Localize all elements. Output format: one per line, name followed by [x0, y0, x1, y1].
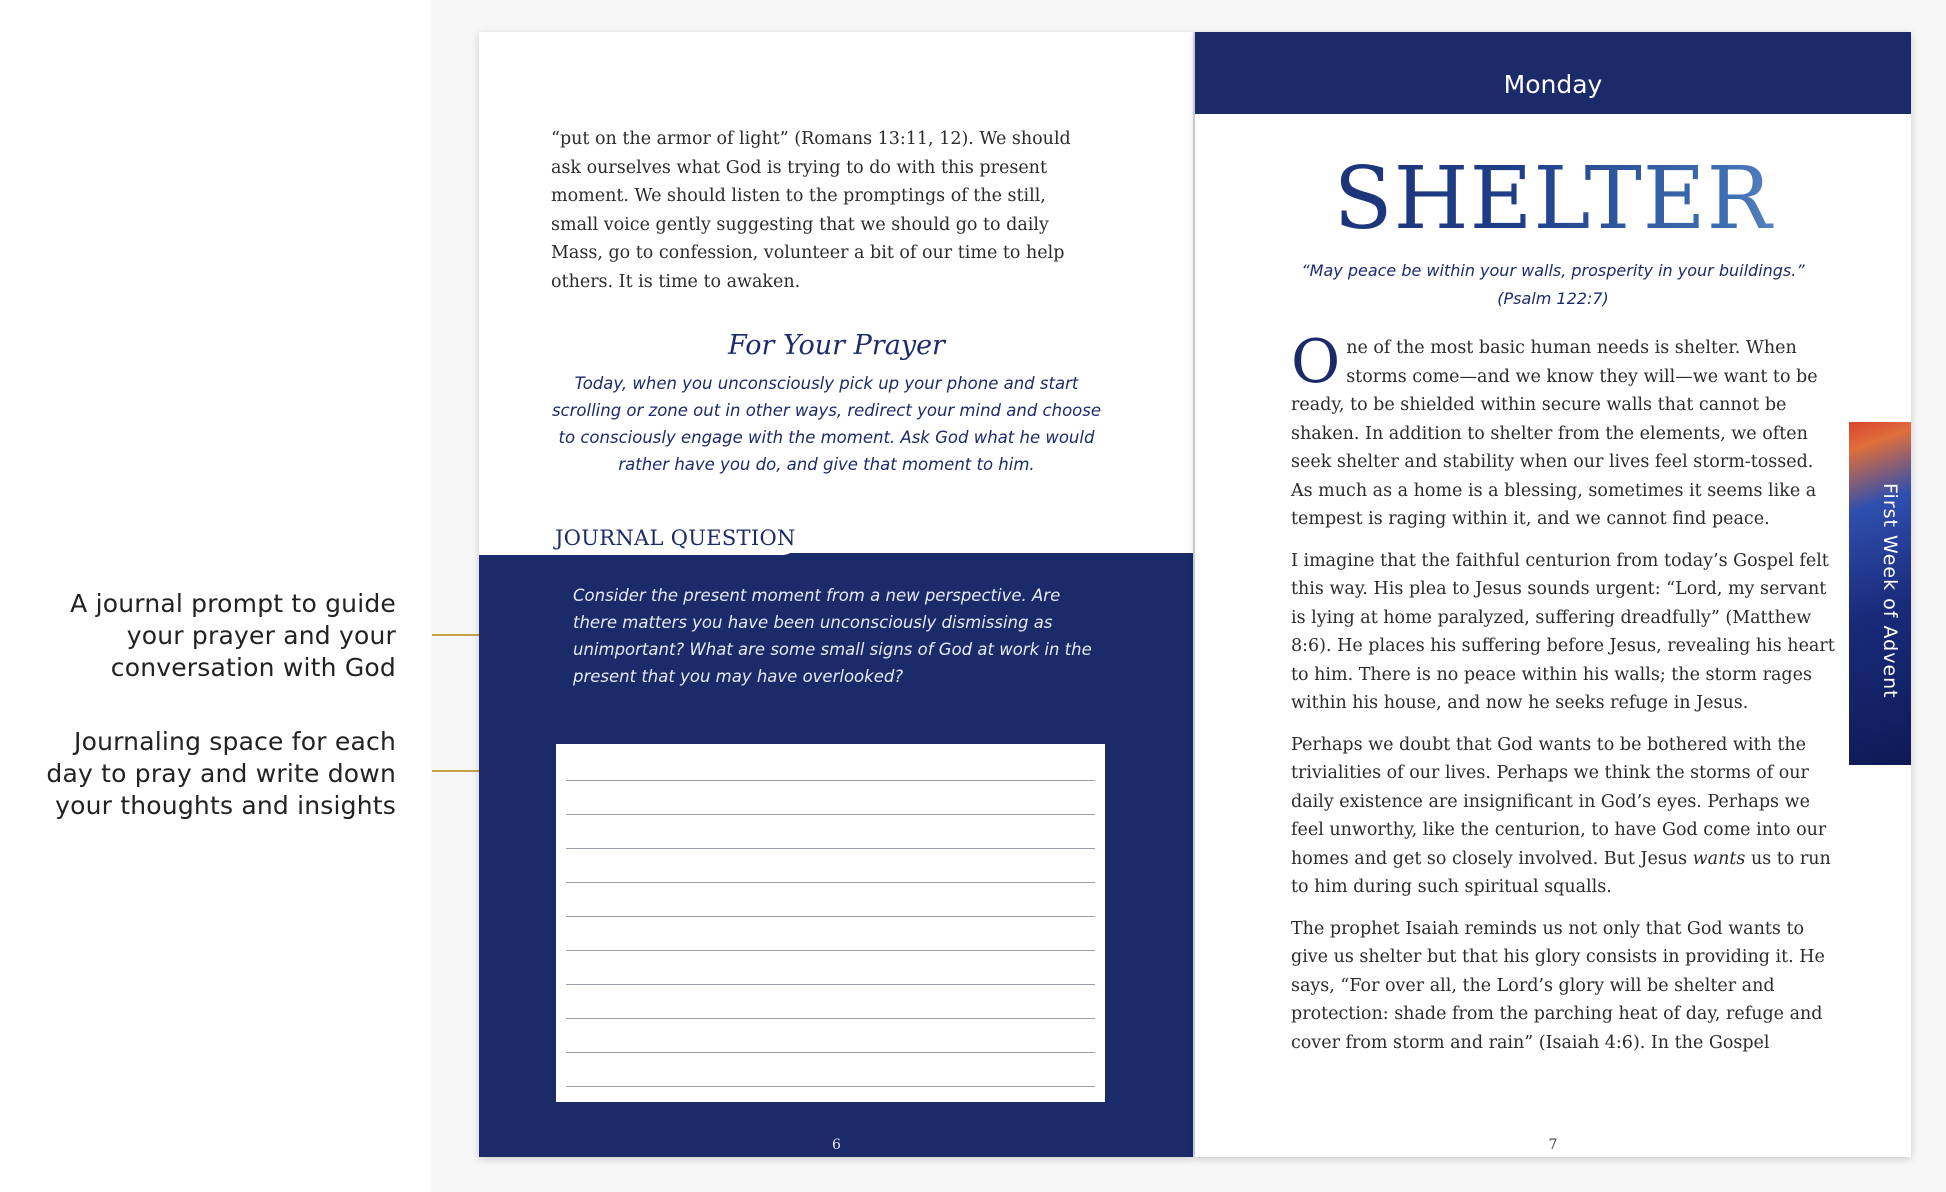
writing-line	[566, 780, 1095, 781]
prayer-text: Today, when you unconsciously pick up your phone and start scrolling or zone out in other ways, redirect your mind and choose to consciously engage with the moment. Ask God what he would rather have you do, and give that moment to him.	[551, 374, 1102, 474]
prayer-title: For Your Prayer	[728, 330, 945, 361]
drop-cap: O	[1291, 327, 1341, 397]
writing-line	[566, 984, 1095, 985]
annotation-line: Journaling space for each	[74, 727, 396, 756]
section-side-tab-label: First Week of Advent	[1879, 483, 1901, 699]
left-page	[479, 32, 1194, 1157]
annotation-line: conversation with God	[110, 653, 396, 682]
right-body-text	[1291, 327, 1836, 1070]
writing-line	[566, 848, 1095, 849]
writing-line	[566, 950, 1095, 951]
verse-reference: (Psalm 122:7)	[1497, 289, 1609, 308]
body-paragraph: “put on the armor of light” (Romans 13:11, 12). We should ask ourselves what God is trying to do with this present moment. We should listen to the promptings of the still, small voice gently suggesting that we should go to daily Mass, go to confession, volunteer a bit of our time to help others. It is time to awaken.	[551, 129, 1071, 292]
writing-line	[566, 882, 1095, 883]
paragraph-text: Perhaps we doubt that God wants to be bothered with the trivialities of our lives. Perhaps we think the storms of our daily existence are insignificant in God’s eyes. Perhaps we feel unworthy, like the centurion, to have God come into our homes and get so closely involved. But Jesus	[1291, 734, 1827, 869]
annotation-line: day to pray and write down	[46, 759, 396, 788]
journal-label: JOURNAL QUESTION	[555, 526, 796, 550]
scripture-verse	[1195, 257, 1911, 313]
annotation-journal-prompt	[0, 588, 396, 684]
right-page	[1195, 32, 1911, 1157]
page-title: SHELTER	[1195, 149, 1911, 249]
body-paragraph: I imagine that the faithful centurion from today’s Gospel felt this way. His plea to Jesus sounds urgent: “Lord, my servant is lying at home paralyzed, suffering dreadfully” (Matthew 8:6). He places his suffering before Jesus, revealing his heart to him. There is no peace within his walls; the storm rages within his house, and now he seeks refuge in Jesus.	[1291, 550, 1835, 713]
annotation-journal-space	[0, 726, 396, 822]
page-number: 6	[832, 1137, 841, 1153]
paragraph-text: us to run to him during such spiritual squalls.	[1291, 848, 1831, 897]
paragraph-text: ne of the most basic human needs is shelter. When storms come—and we know they will—we want to be ready, to be shielded within secure walls that cannot be shaken. In addition to shelter from the elements, we often seek shelter and stability when our lives feel storm-tossed. As much as a home is a blessing, sometimes it seems like a tempest is raging within it, and we cannot find peace.	[1291, 338, 1818, 529]
annotation-line: your thoughts and insights	[55, 791, 396, 820]
writing-line	[566, 1086, 1095, 1087]
journal-question: Consider the present moment from a new perspective. Are there matters you have been unconsciously dismissing as unimportant? What are some small signs of God at work in the present that you may have overlooked?	[573, 586, 1092, 686]
annotation-line: A journal prompt to guide	[70, 589, 396, 618]
body-paragraph: The prophet Isaiah reminds us not only that God wants to give us shelter but that his glory consists in providing it. He says, “For over all, the Lord’s glory will be shelter and protection: shade from the parching heat of day, refuge and cover from storm and rain” (Isaiah 4:6). In the Gospel	[1291, 918, 1825, 1053]
body-paragraph	[1291, 731, 1836, 902]
annotation-line: your prayer and your	[126, 621, 396, 650]
verse-text: “May peace be within your walls, prosperity in your buildings.”	[1301, 261, 1805, 280]
writing-line	[566, 814, 1095, 815]
writing-line	[566, 916, 1095, 917]
page-number: 7	[1548, 1137, 1558, 1153]
journal-writing-area[interactable]	[556, 744, 1105, 1102]
writing-line	[566, 1052, 1095, 1053]
body-paragraph	[1291, 327, 1836, 534]
day-label: Monday	[1503, 70, 1603, 99]
emphasis-text: wants	[1692, 848, 1746, 869]
left-body-text	[551, 125, 1091, 296]
writing-line	[566, 1018, 1095, 1019]
